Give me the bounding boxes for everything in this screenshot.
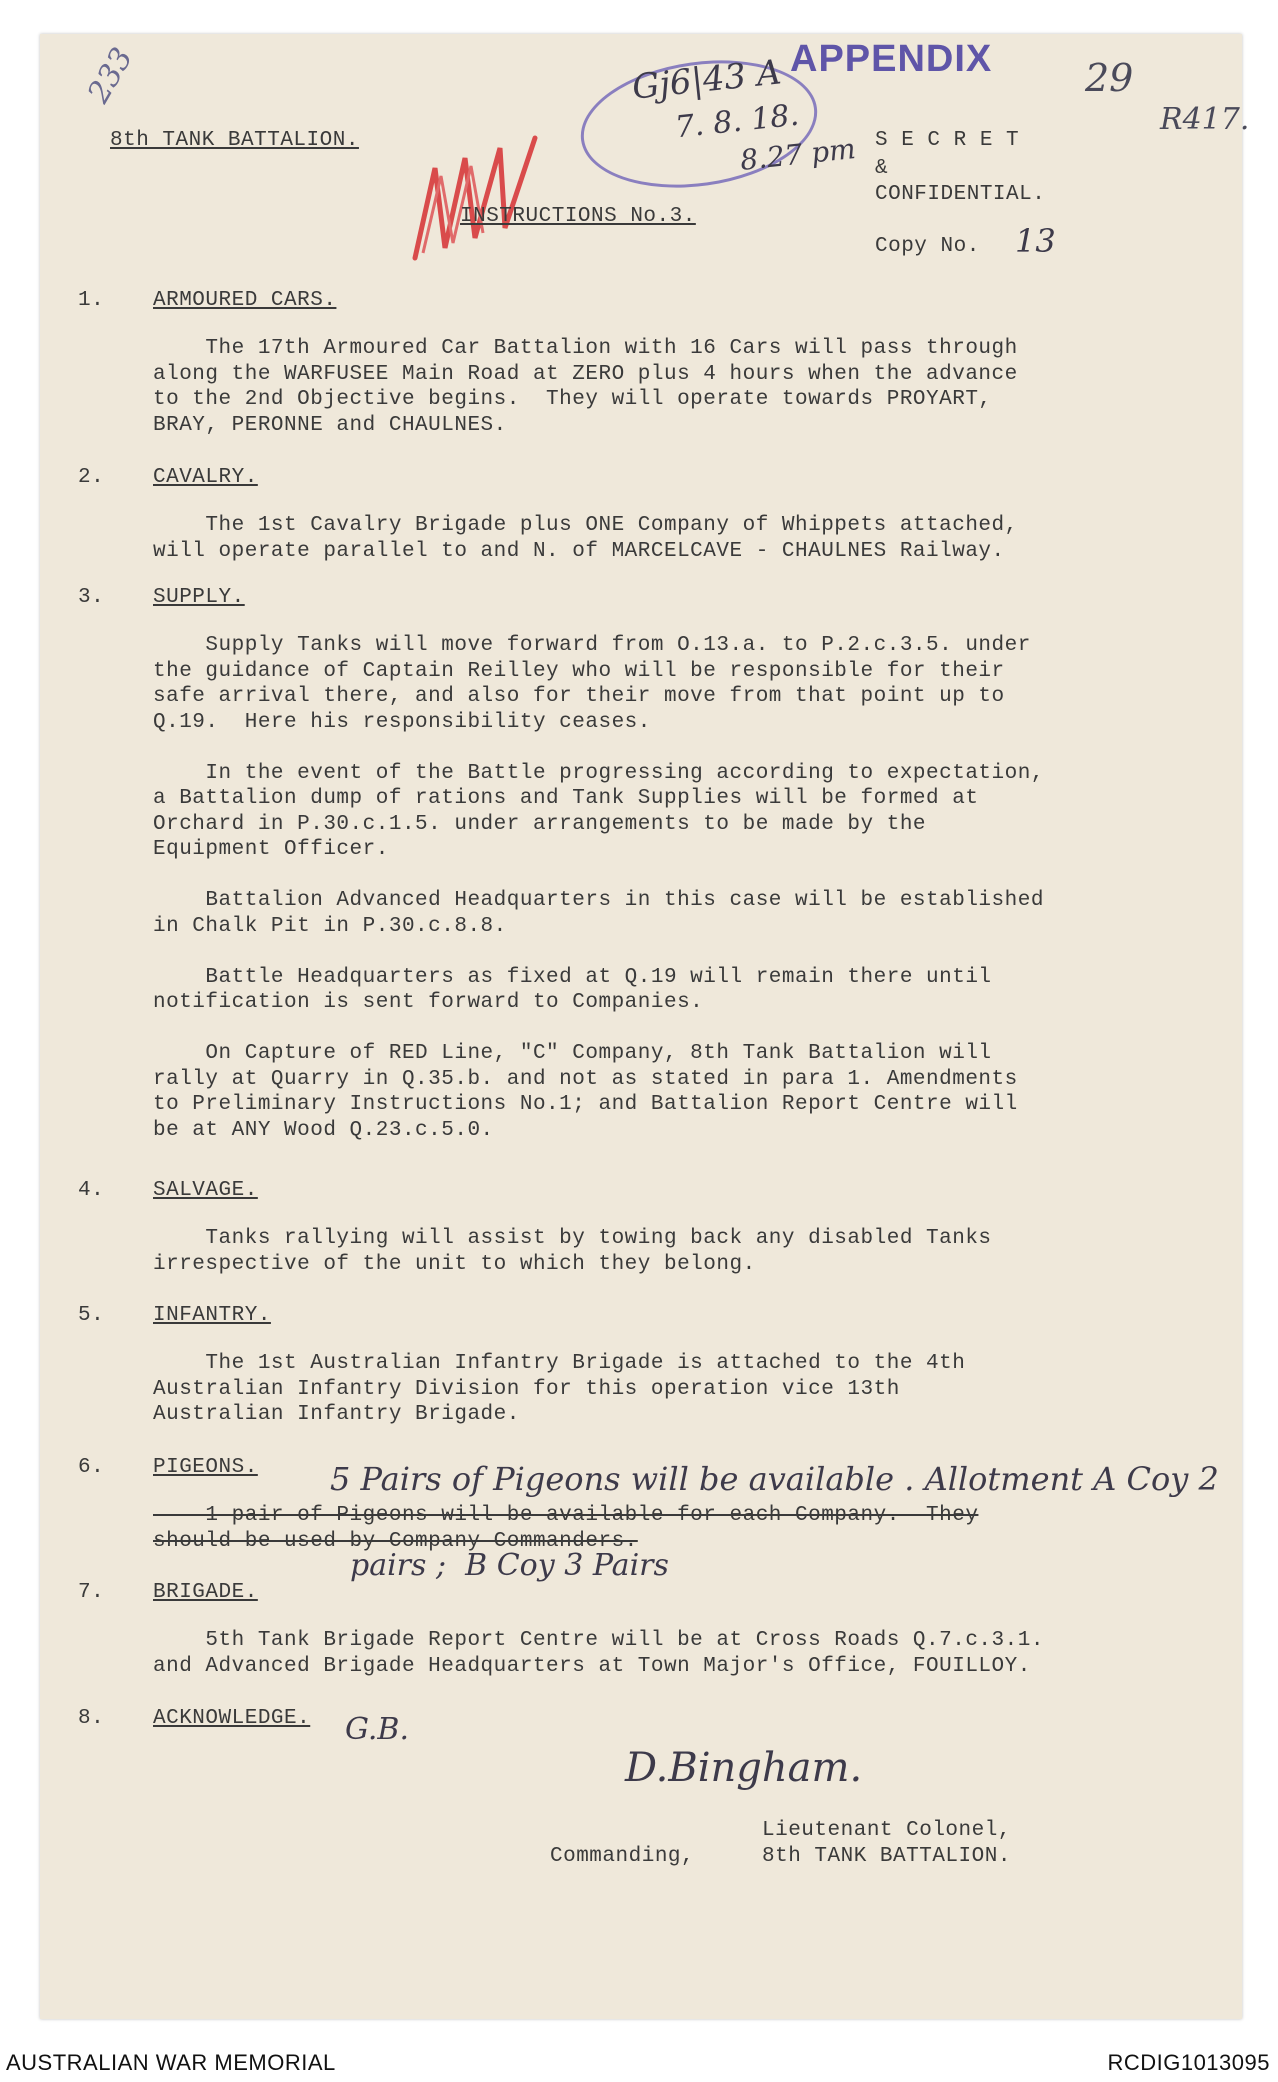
section-heading: PIGEONS. [153, 1456, 258, 1479]
section-text-line: safe arrival there, and also for their move from that point up to [153, 685, 1005, 709]
section-number: 7. [78, 1581, 105, 1604]
section-text-line: notification is sent forward to Companies. [153, 991, 704, 1015]
signatory-commanding: Commanding, [550, 1845, 695, 1868]
section-text-line: In the event of the Battle progressing according to expectation, [153, 761, 1044, 785]
pigeons-amendment-line-1: 5 Pairs of Pigeons will be available . Allotment A Coy 2 [330, 1460, 1219, 1498]
footer-reference: RCDIG1013095 [1107, 2050, 1270, 2075]
signatory-rank: Lieutenant Colonel, [762, 1819, 1011, 1842]
stamp-date: 7. 8. 18. [673, 97, 801, 146]
section-number: 5. [78, 1304, 105, 1327]
section-heading: SUPPLY. [153, 586, 245, 609]
section-text-line: be at ANY Wood Q.23.c.5.0. [153, 1118, 494, 1142]
section-text-line: Tanks rallying will assist by towing back any disabled Tanks [153, 1227, 992, 1251]
section-number: 2. [78, 466, 105, 489]
stamp-ref: Gj6|43 A [630, 52, 784, 108]
section-text-line: rally at Quarry in Q.35.b. and not as stated in para 1. Amendments [153, 1067, 1018, 1091]
section-number: 3. [78, 586, 105, 609]
unit-header: 8th TANK BATTALION. [110, 129, 359, 152]
red-pencil-mark-icon [405, 128, 555, 268]
section-text-line: Australian Infantry Division for this operation vice 13th [153, 1377, 900, 1401]
section-text-line: and Advanced Brigade Headquarters at Town Major's Office, FOUILLOY. [153, 1654, 1031, 1678]
page-number: 29 [1085, 56, 1134, 100]
copy-number: 13 [1015, 222, 1056, 260]
section-text-line: to Preliminary Instructions No.1; and Battalion Report Centre will [153, 1093, 1018, 1117]
section-text-line: Orchard in P.30.c.1.5. under arrangements to be made by the [153, 812, 927, 836]
acknowledge-initials: G.B. [345, 1712, 410, 1747]
classification-confidential: CONFIDENTIAL. [875, 183, 1046, 206]
section-text-line: 1 pair of Pigeons will be available for each Company. They [153, 1504, 979, 1528]
section-text-line: will operate parallel to and N. of MARCELCAVE - CHAULNES Railway. [153, 539, 1005, 563]
signatory-unit: 8th TANK BATTALION. [762, 1845, 1011, 1868]
stamp-time: 8.27 pm [738, 132, 858, 177]
section-heading: INFANTRY. [153, 1304, 271, 1327]
section-heading: ARMOURED CARS. [153, 289, 337, 312]
section-text-line: On Capture of RED Line, "C" Company, 8th Tank Battalion will [153, 1042, 992, 1066]
classification-secret: S E C R E T [875, 129, 1020, 152]
section-heading: BRIGADE. [153, 1581, 258, 1604]
section-text-line: Q.19. Here his responsibility ceases. [153, 710, 651, 734]
section-text-line: The 17th Armoured Car Battalion with 16 Cars will pass through [153, 337, 1018, 361]
section-text-line: Australian Infantry Brigade. [153, 1403, 520, 1427]
section-text-line: The 1st Cavalry Brigade plus ONE Company of Whippets attached, [153, 514, 1018, 538]
section-text-line: Supply Tanks will move forward from O.13.a. to P.2.c.3.5. under [153, 634, 1031, 658]
section-text-line: in Chalk Pit in P.30.c.8.8. [153, 914, 507, 938]
corner-number: 233 [81, 41, 141, 110]
section-text-line: Battle Headquarters as fixed at Q.19 will remain there until [153, 965, 992, 989]
section-heading: ACKNOWLEDGE. [153, 1707, 311, 1730]
section-number: 4. [78, 1179, 105, 1202]
appendix-stamp: APPENDIX [790, 38, 993, 80]
section-number: 6. [78, 1456, 105, 1479]
section-text-line: 5th Tank Brigade Report Centre will be at Cross Roads Q.7.c.3.1. [153, 1629, 1044, 1653]
section-text-line: The 1st Australian Infantry Brigade is attached to the 4th [153, 1352, 966, 1376]
section-heading: CAVALRY. [153, 466, 258, 489]
section-text-line: a Battalion dump of rations and Tank Supplies will be formed at [153, 787, 979, 811]
section-text-line: irrespective of the unit to which they belong. [153, 1252, 756, 1276]
section-text-line: BRAY, PERONNE and CHAULNES. [153, 413, 507, 437]
section-text-line: Equipment Officer. [153, 838, 389, 862]
section-heading: SALVAGE. [153, 1179, 258, 1202]
signature: D.Bingham. [625, 1745, 863, 1791]
section-number: 1. [78, 289, 105, 312]
register-number: R417. [1160, 102, 1250, 137]
section-text-line: to the 2nd Objective begins. They will operate towards PROYART, [153, 388, 992, 412]
section-text-line: should be used by Company Commanders. [153, 1529, 638, 1553]
classification-and: & [875, 157, 889, 180]
pigeons-amendment-line-2: pairs ; B Coy 3 Pairs [350, 1548, 669, 1583]
section-text-line: Battalion Advanced Headquarters in this case will be established [153, 889, 1044, 913]
footer-source: AUSTRALIAN WAR MEMORIAL [6, 2050, 336, 2075]
document-title: INSTRUCTIONS No.3. [460, 205, 696, 228]
section-number: 8. [78, 1707, 105, 1730]
section-text-line: the guidance of Captain Reilley who will be responsible for their [153, 659, 1005, 683]
section-text-line: along the WARFUSEE Main Road at ZERO plus 4 hours when the advance [153, 362, 1018, 386]
copy-label: Copy No. [875, 235, 980, 258]
